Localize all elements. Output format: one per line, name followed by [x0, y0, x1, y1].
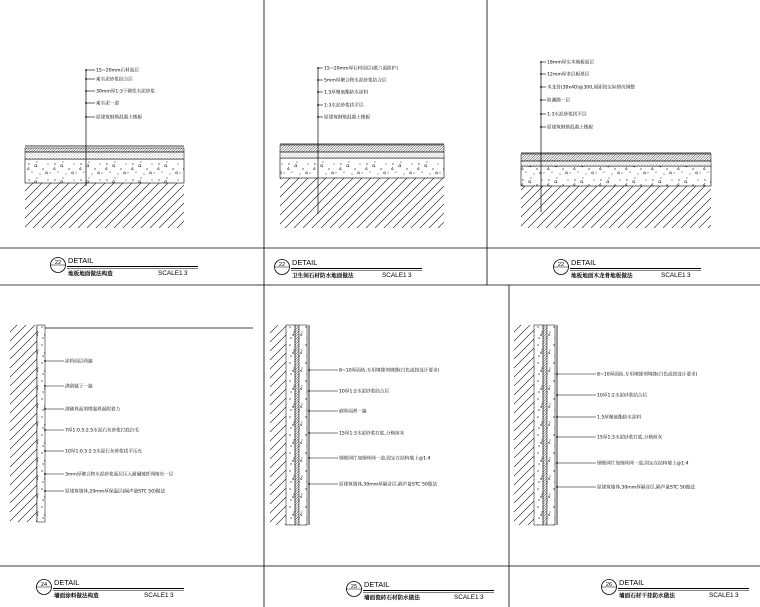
callout-label: 原建筑钢筋混凝土楼板 — [324, 115, 370, 121]
scale-value: 3 — [687, 272, 691, 279]
callout-label: 15~20mm厚石材面层(做六面防护) — [324, 66, 399, 72]
scale-value: 3 — [480, 594, 484, 601]
callout-label: 3mm厚聚合物水泥砂浆面层压入耐碱玻纤网格布一层 — [65, 472, 174, 478]
scale-label: SCALE1 — [158, 270, 183, 277]
leader-dot — [556, 373, 558, 375]
callout-label: 10厚1:2水泥砂浆结合层 — [597, 393, 647, 399]
leader-dot — [44, 408, 46, 410]
detail-number: 22 — [278, 262, 286, 268]
leader-dot — [540, 99, 542, 101]
detail-title: 卫生间石材防水地面做法 — [292, 273, 354, 280]
detail-label: DETAIL — [619, 578, 645, 587]
callout-label: 18mm厚实木地板面层 — [547, 60, 594, 66]
callout-label: 原建筑钢筋混凝土楼板 — [96, 115, 142, 121]
callout-label: 7厚1:0.5:2.5水泥石灰砂浆打底扫毛 — [65, 428, 140, 434]
callout-label: 满刮腻子一遍 — [65, 384, 93, 390]
detail-title: 地板地面做法构造 — [68, 271, 113, 278]
callout-label: 原建筑钢筋混凝土楼板 — [547, 125, 593, 131]
scale-label: SCALE1 — [661, 272, 686, 279]
leader-dot — [308, 369, 310, 371]
callout-label: 原建筑墙体,30mm厚隔音层,隔声量STC 50做法 — [597, 485, 695, 491]
callout-label: 8~10厚面砖,专用填缝剂填缝(白色或按设计要求) — [597, 372, 698, 378]
leader-dot — [317, 79, 319, 81]
callout-label: 5mm厚聚合物水泥砂浆结合层 — [324, 78, 387, 84]
panel-p6 — [556, 371, 749, 600]
leader-dot — [317, 67, 319, 69]
detail-title: 墙面瓷砖石材防水做法 — [364, 595, 420, 602]
callout-label: 10厚1:2水泥砂浆结合层 — [339, 389, 389, 395]
scale-value: 3 — [184, 270, 188, 277]
detail-title: 墙面涂料做法构造 — [54, 593, 99, 600]
callout-label: 8~10厚面砖,专用填缝剂填缝(白色或按设计要求) — [339, 368, 440, 374]
leader-dot — [44, 385, 46, 387]
callout-label: 素水泥砂浆结合层 — [96, 77, 133, 83]
detail-label: DETAIL — [571, 258, 597, 267]
callouts-and-titles — [37, 59, 750, 602]
leader-dot — [540, 113, 542, 115]
callout-label: 1:3水泥砂浆找平层 — [547, 112, 587, 118]
leader-dot — [317, 116, 319, 118]
callout-label: 1:3水泥砂浆找平层 — [324, 103, 364, 109]
callout-label: 涂料面层两遍 — [65, 359, 93, 365]
callout-label: 原建筑墙体,20mm厚保温层(隔声量STC 50)做法 — [65, 489, 166, 495]
callout-label: 素水泥一道 — [96, 101, 119, 107]
detail-label: DETAIL — [54, 578, 80, 587]
callout-label: 12mm厚多层板基层 — [547, 72, 590, 78]
leader-dot — [540, 126, 542, 128]
leader-dot — [317, 104, 319, 106]
leader-dot — [556, 436, 558, 438]
callout-label: 原建筑墙体,30mm厚隔音层,隔声量STC 50做法 — [339, 482, 437, 488]
leader-dot — [540, 61, 542, 63]
callout-label: 30mm厚1:3干硬性水泥砂浆 — [96, 89, 155, 95]
callout-label: 1.5厚聚氨酯防水涂料 — [597, 415, 642, 421]
leader-dot — [540, 73, 542, 75]
leader-dot — [44, 450, 46, 452]
callout-label: 钢筋网片加钢丝网一道,固定在结构墙上@1:4 — [339, 456, 431, 462]
leader-dot — [85, 78, 87, 80]
leader-dot — [556, 394, 558, 396]
scale-value: 3 — [408, 272, 412, 279]
leader-dot — [308, 390, 310, 392]
leader-dot — [540, 86, 542, 88]
callout-label: 1.5厚聚氨酯防水涂料 — [324, 90, 369, 96]
leader-dot — [85, 90, 87, 92]
detail-number: 24 — [40, 582, 48, 588]
detail-number: 22 — [54, 260, 62, 266]
callout-label: 15厚1:3水泥砂浆打底,分格抹灰 — [339, 431, 405, 437]
scale-value: 3 — [735, 592, 739, 599]
detail-title: 地板地面木龙骨地板做法 — [571, 273, 633, 280]
wall-section-p5 — [270, 325, 309, 525]
leader-dot — [308, 410, 310, 412]
scale-label: SCALE1 — [382, 272, 407, 279]
callout-label: 木龙骨(30x40)@300,间距按实际情况调整 — [547, 85, 635, 91]
detail-number: 25 — [350, 584, 358, 590]
detail-number: 26 — [605, 582, 613, 588]
callout-label: 15~20mm石材面层 — [96, 68, 139, 74]
callout-label: 满刷界面剂增强界面附着力 — [65, 407, 121, 413]
scale-value: 3 — [170, 592, 174, 599]
detail-label: DETAIL — [364, 580, 390, 589]
detail-number: 22 — [557, 262, 565, 268]
leader-dot — [556, 462, 558, 464]
leader-dot — [44, 429, 46, 431]
callout-label: 刷界面剂一遍 — [339, 409, 367, 415]
callout-label: 15厚1:3水泥砂浆打底,分格抹灰 — [597, 435, 663, 441]
leader-dot — [556, 486, 558, 488]
leader-dot — [85, 69, 87, 71]
detail-title: 墙面石材干挂防水做法 — [619, 593, 675, 600]
leader-dot — [308, 457, 310, 459]
detail-label: DETAIL — [68, 256, 94, 265]
leader-dot — [85, 116, 87, 118]
leader-dot — [308, 432, 310, 434]
leader-dot — [317, 91, 319, 93]
scale-label: SCALE1 — [709, 592, 734, 599]
leader-dot — [556, 416, 558, 418]
scale-label: SCALE1 — [454, 594, 479, 601]
detail-label: DETAIL — [292, 258, 318, 267]
leader-dot — [44, 360, 46, 362]
leader-dot — [308, 483, 310, 485]
leader-dot — [44, 490, 46, 492]
panel-p4 — [37, 358, 185, 600]
callout-label: 钢筋网片加钢丝网一道,固定在结构墙上@1:4 — [597, 461, 689, 467]
callout-label: 10厚1:0.5:2.5水泥石灰砂浆找平压光 — [65, 449, 143, 455]
scale-label: SCALE1 — [144, 592, 169, 599]
callout-label: 防潮膜一层 — [547, 98, 570, 104]
leader-dot — [85, 102, 87, 104]
leader-dot — [44, 473, 46, 475]
wall-section-p6 — [514, 325, 557, 525]
